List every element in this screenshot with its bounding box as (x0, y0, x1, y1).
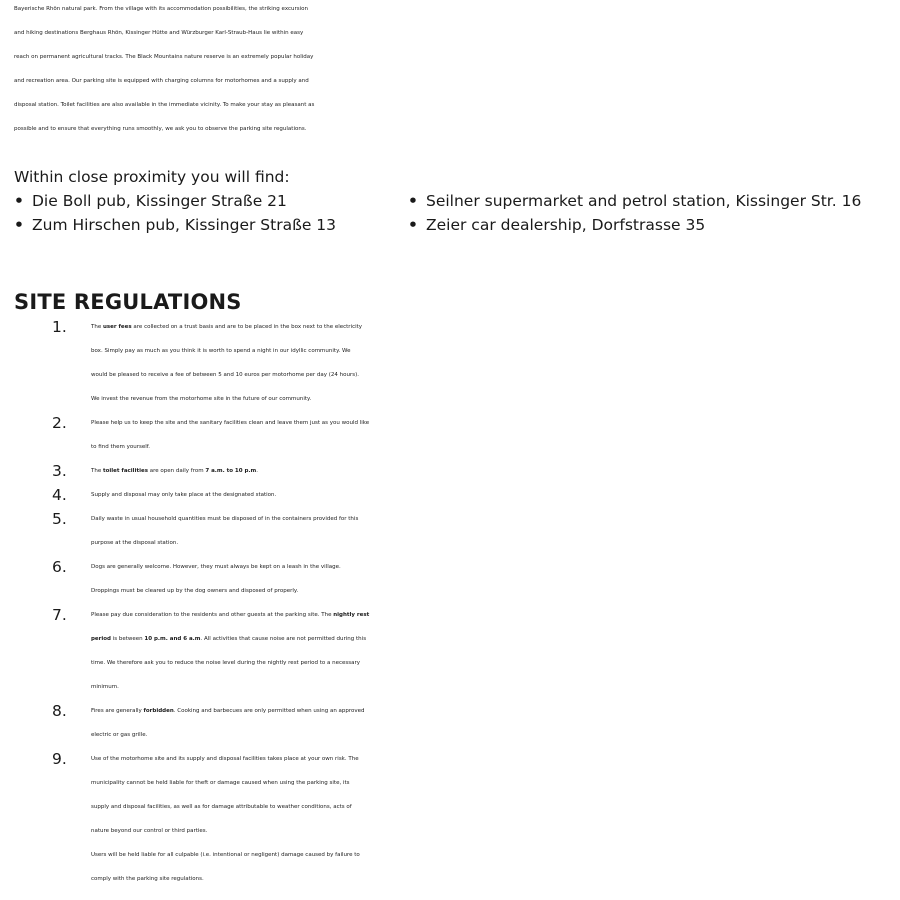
bullet-icon: • (14, 192, 24, 210)
text-line: purpose at the disposal station. (91, 540, 179, 546)
text-line: Supply and disposal may only take place at the designated station. (91, 492, 277, 498)
bold-text: 7 a.m. to 10 p.m (205, 468, 257, 474)
intro-line: disposal station. Toilet facilities are also available in the immediate vicinity. To make your stay as pleasant as (14, 102, 315, 108)
intro-line: possible and to ensure that everything runs smoothly, we ask you to observe the parking site regulations. (14, 126, 307, 132)
regulation-item (14, 315, 894, 411)
regulations-list (14, 315, 894, 891)
text-line: to find them yourself. (91, 444, 151, 450)
regulation-item (14, 459, 894, 483)
regulation-item (14, 603, 894, 699)
bold-text: forbidden (143, 708, 174, 714)
text-line: would be pleased to receive a fee of between 5 and 10 euros per motorhome per day (24 hours). (91, 372, 359, 378)
proximity-list (14, 189, 894, 237)
text-line: municipality cannot be held liable for theft or damage caused when using the parking site, its (91, 780, 350, 786)
document-page (14, 0, 894, 891)
text-line: Use of the motorhome site and its supply and disposal facilities takes place at your own risk. The (91, 756, 359, 762)
text-line: box. Simply pay as much as you think it is worth to spend a night in our idyllic community. We (91, 348, 351, 354)
regulation-item (14, 747, 894, 891)
text-line: Droppings must be cleared up by the dog owners and disposed of properly. (91, 588, 299, 594)
regulation-number: 5. (52, 510, 67, 528)
list-item-text: Zeier car dealership, Dorfstrasse 35 (426, 216, 706, 234)
text-line: comply with the parking site regulations. (91, 876, 204, 882)
text-line: minimum. (91, 684, 119, 690)
bold-text: period (91, 636, 111, 642)
list-item-text: Die Boll pub, Kissinger Straße 21 (32, 192, 287, 210)
text-line: electric or gas grille. (91, 732, 148, 738)
intro-paragraph (14, 0, 894, 141)
section-title: SITE REGULATIONS (14, 290, 242, 314)
bullet-icon: • (408, 192, 418, 210)
list-item (14, 189, 408, 213)
text-line: supply and disposal facilities, as well as for damage attributable to weather conditions, acts of (91, 804, 352, 810)
text-line: We invest the revenue from the motorhome site in the future of our community. (91, 396, 312, 402)
proximity-heading: Within close proximity you will find: (14, 168, 290, 186)
bullet-icon: • (14, 216, 24, 234)
text: Please pay due consideration to the residents and other guests at the parking site. The (91, 612, 334, 618)
bold-text: nightly rest (333, 612, 370, 618)
list-item-text: Seilner supermarket and petrol station, Kissinger Str. 16 (426, 192, 862, 210)
regulation-item (14, 555, 894, 603)
text: The (91, 324, 103, 330)
regulation-item (14, 483, 894, 507)
list-item (408, 189, 888, 213)
intro-line: and hiking destinations Berghaus Rhön, Kissinger Hütte and Würzburger Karl-Straub-Haus lie within easy (14, 30, 304, 36)
bold-text: 10 p.m. and 6 a.m (144, 636, 201, 642)
regulation-number: 1. (52, 318, 67, 336)
intro-line: reach on permanent agricultural tracks. The Black Mountains nature reserve is an extremely popular holiday (14, 54, 314, 60)
list-item (14, 213, 408, 237)
regulation-number: 6. (52, 558, 67, 576)
list-item (408, 213, 888, 237)
intro-line: Bayerische Rhön natural park. From the village with its accommodation possibilities, the striking excursion (14, 6, 309, 12)
proximity-section (14, 165, 894, 237)
regulation-number: 8. (52, 702, 67, 720)
text: is between (110, 636, 145, 642)
bold-text: toilet facilities (102, 468, 148, 474)
text: . (256, 468, 259, 474)
text-line: Please help us to keep the site and the sanitary facilities clean and leave them just as you would like (91, 420, 370, 426)
text: are open daily from (147, 468, 206, 474)
text-line: Dogs are generally welcome. However, they must always be kept on a leash in the village. (91, 564, 341, 570)
bullet-icon: • (408, 216, 418, 234)
regulation-number: 9. (52, 750, 67, 768)
text: . Cooking and barbecues are only permitted when using an approved (173, 708, 365, 714)
text: . All activities that cause noise are not permitted during this (200, 636, 367, 642)
regulation-item (14, 699, 894, 747)
regulation-number: 2. (52, 414, 67, 432)
regulation-item (14, 507, 894, 555)
text: are collected on a trust basis and are to be placed in the box next to the electricity (131, 324, 363, 330)
regulation-number: 3. (52, 462, 67, 480)
text-line: nature beyond our control or third parties. (91, 828, 208, 834)
text: The (91, 468, 103, 474)
list-item-text: Zum Hirschen pub, Kissinger Straße 13 (32, 216, 337, 234)
text-line: time. We therefore ask you to reduce the noise level during the nightly rest period to a necessary (91, 660, 361, 666)
regulation-number: 7. (52, 606, 67, 624)
intro-line: and recreation area. Our parking site is equipped with charging columns for motorhomes and a supply and (14, 78, 309, 84)
text: Fires are generally (91, 708, 144, 714)
regulation-number: 4. (52, 486, 67, 504)
text-line: Daily waste in usual household quantities must be disposed of in the containers provided for this (91, 516, 359, 522)
regulation-item (14, 411, 894, 459)
bold-text: user fees (102, 324, 132, 330)
text-line: Users will be held liable for all culpable (i.e. intentional or negligent) damage caused by failure to (91, 852, 360, 858)
